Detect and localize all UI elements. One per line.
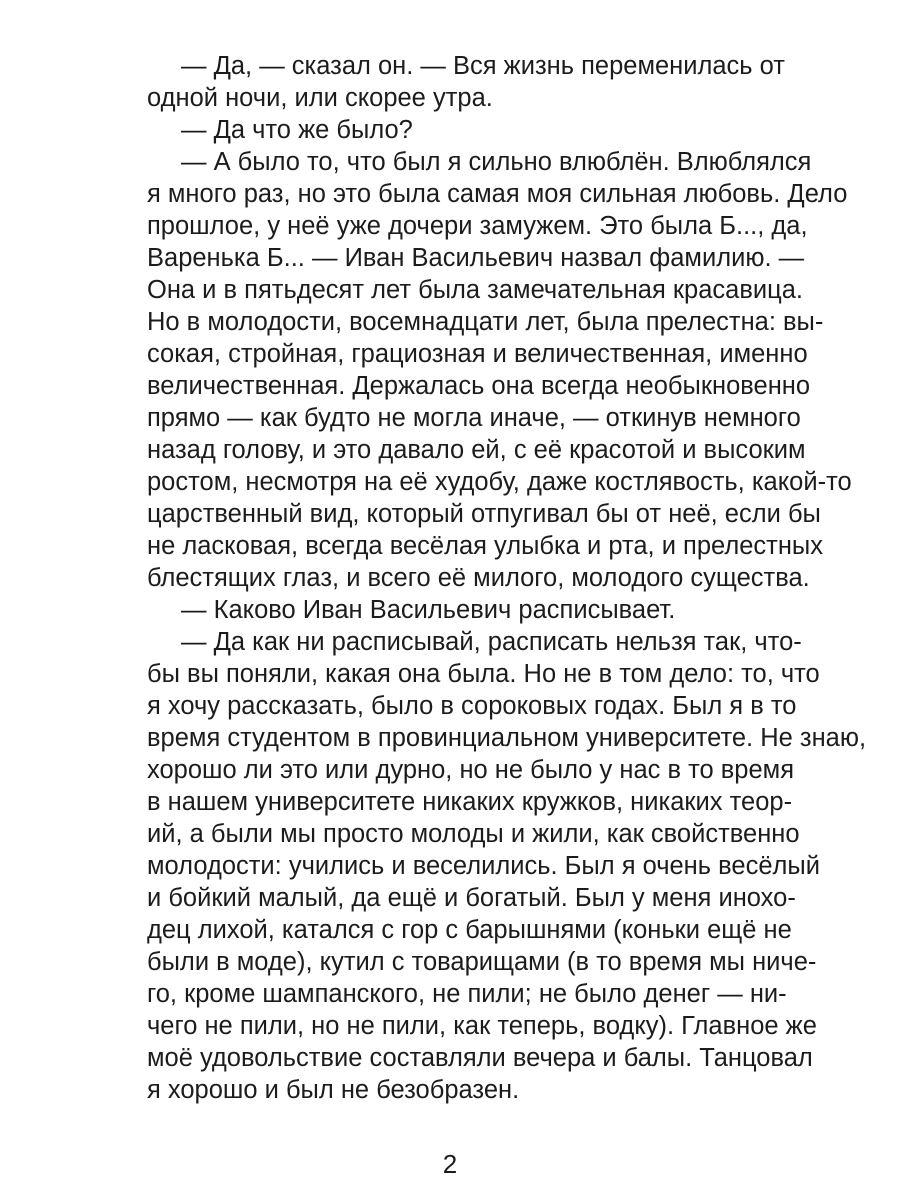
text-line: Варенька Б... — Иван Васильевич назвал фамилию. — [147,244,805,272]
text-line: молодости: учились и веселились. Был я очень весёлый [147,852,820,880]
text-line: время студентом в провинциальном университете. Не знаю, [147,724,867,752]
text-line: — А было то, что был я сильно влюблён. Влюблялся [181,148,812,176]
text-line: Она и в пятьдесят лет была замечательная красавица. [147,276,803,304]
text-line: и бойкий малый, да ещё и богатый. Был у меня инохо- [147,884,796,912]
text-line: не ласковая, всегда весёлая улыбка и рта, и прелестных [147,532,824,560]
text-line: — Да, — сказал он. — Вся жизнь переменилась от [181,52,785,80]
text-line: блестящих глаз, и всего её милого, молодого существа. [147,564,810,592]
text-line: хорошо ли это или дурно, но не было у нас в то время [147,756,795,784]
text-line: назад голову, и это давало ей, с её красотой и высоким [147,436,806,464]
text-line: го, кроме шампанского, не пили; не было денег — ни- [147,980,787,1008]
text-line: — Да что же было? [181,116,413,144]
text-line: одной ночи, или скорее утра. [147,84,493,112]
text-line: были в моде), кутил с товарищами (в то время мы ниче- [147,948,817,976]
text-line: прямо — как будто не могла иначе, — откинув немного [147,404,801,432]
text-line: ий, а были мы просто молоды и жили, как свойственно [147,820,800,848]
text-line: царственный вид, который отпугивал бы от неё, если бы [147,500,821,528]
page-number: 2 [442,1149,458,1179]
text-line: в нашем университете никаких кружков, никаких теор- [147,788,793,816]
text-line: я много раз, но это была самая моя сильная любовь. Дело [147,180,848,208]
text-line: — Каково Иван Васильевич расписывает. [181,596,676,624]
text-line: моё удовольствие составляли вечера и балы. Танцовал [147,1044,813,1072]
text-line: чего не пили, но не пили, как теперь, водку). Главное же [147,1012,817,1040]
text-line: величественная. Держалась она всегда необыкновенно [147,372,811,400]
text-line: прошлое, у неё уже дочери замужем. Это была Б..., да, [147,212,808,240]
text-line: дец лихой, катался с гор с барышнями (коньки ещё не [147,916,792,944]
text-line: — Да как ни расписывай, расписать нельзя так, что- [181,628,802,656]
text-line: ростом, несмотря на её худобу, даже костлявость, какой-то [147,468,852,496]
text-line: я хочу рассказать, было в сороковых годах. Был я в то [147,692,797,720]
text-line: сокая, стройная, грациозная и величественная, именно [147,340,808,368]
text-line: Но в молодости, восемнадцати лет, была прелестна: вы- [147,308,824,336]
text-line: бы вы поняли, какая она была. Но не в том дело: то, что [147,660,820,688]
text-line: я хорошо и был не безобразен. [147,1076,520,1104]
